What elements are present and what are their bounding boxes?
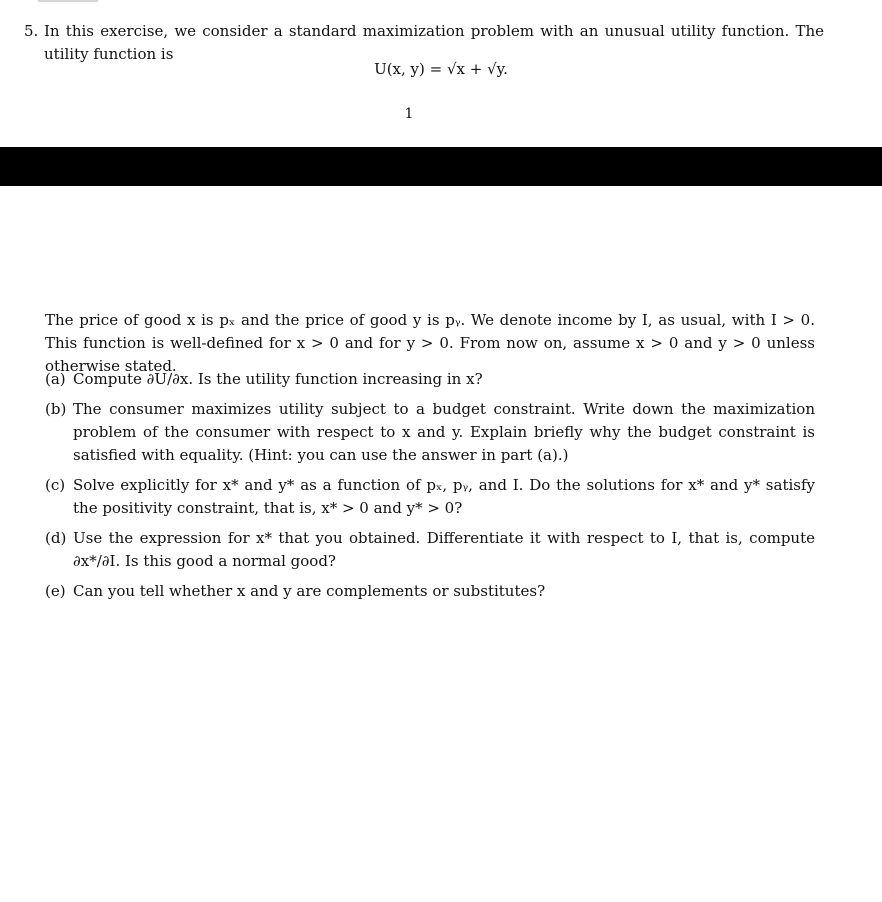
part-text: Compute ∂U/∂x. Is the utility function increasing in x? bbox=[73, 370, 483, 388]
part-b bbox=[45, 398, 815, 467]
utility-equation: U(x, y) = √x + √y. bbox=[374, 60, 508, 78]
part-text: The consumer maximizes utility subject to a budget constraint. Write down the maximization problem of the consumer with respect to x and y. Explain briefly why the budget constraint is satisfied with equality. (Hint: you can use the answer in part (a).) bbox=[73, 400, 815, 464]
part-label: (c) bbox=[45, 476, 66, 494]
problem-intro: The price of good x is pₓ and the price of good y is pᵧ. We denote income by I, as usual, with I > 0. This function is well-defined for x > 0 and for y > 0. From now on, assume x > 0 and y > 0 unless otherwise stated. bbox=[45, 311, 815, 375]
clipped-previous-line bbox=[38, 0, 138, 2]
part-text: Solve explicitly for x* and y* as a function of pₓ, pᵧ, and I. Do the solutions for x* and y* satisfy the positivity constraint, that is, x* > 0 and y* > 0? bbox=[73, 476, 815, 517]
part-label: (e) bbox=[45, 582, 66, 600]
part-label: (a) bbox=[45, 370, 66, 388]
page-number: 1 bbox=[404, 106, 414, 122]
part-text: Use the expression for x* that you obtained. Differentiate it with respect to I, that is, compute ∂x*/∂I. Is this good a normal good? bbox=[73, 529, 815, 570]
part-text: Can you tell whether x and y are complements or substitutes? bbox=[73, 582, 546, 600]
page-top-section bbox=[0, 0, 882, 147]
part-a bbox=[45, 368, 815, 391]
page-break-bar bbox=[0, 147, 882, 186]
part-c bbox=[45, 474, 815, 520]
part-d bbox=[45, 527, 815, 573]
part-label: (b) bbox=[45, 400, 67, 418]
part-label: (d) bbox=[45, 529, 67, 547]
part-e bbox=[45, 580, 815, 603]
problem-text: In this exercise, we consider a standard maximization problem with an unusual utility function. The utility function is bbox=[44, 22, 824, 63]
problem-number: 5. bbox=[24, 22, 39, 40]
problem-parts-list bbox=[45, 368, 815, 610]
page-bottom-section bbox=[0, 186, 882, 902]
